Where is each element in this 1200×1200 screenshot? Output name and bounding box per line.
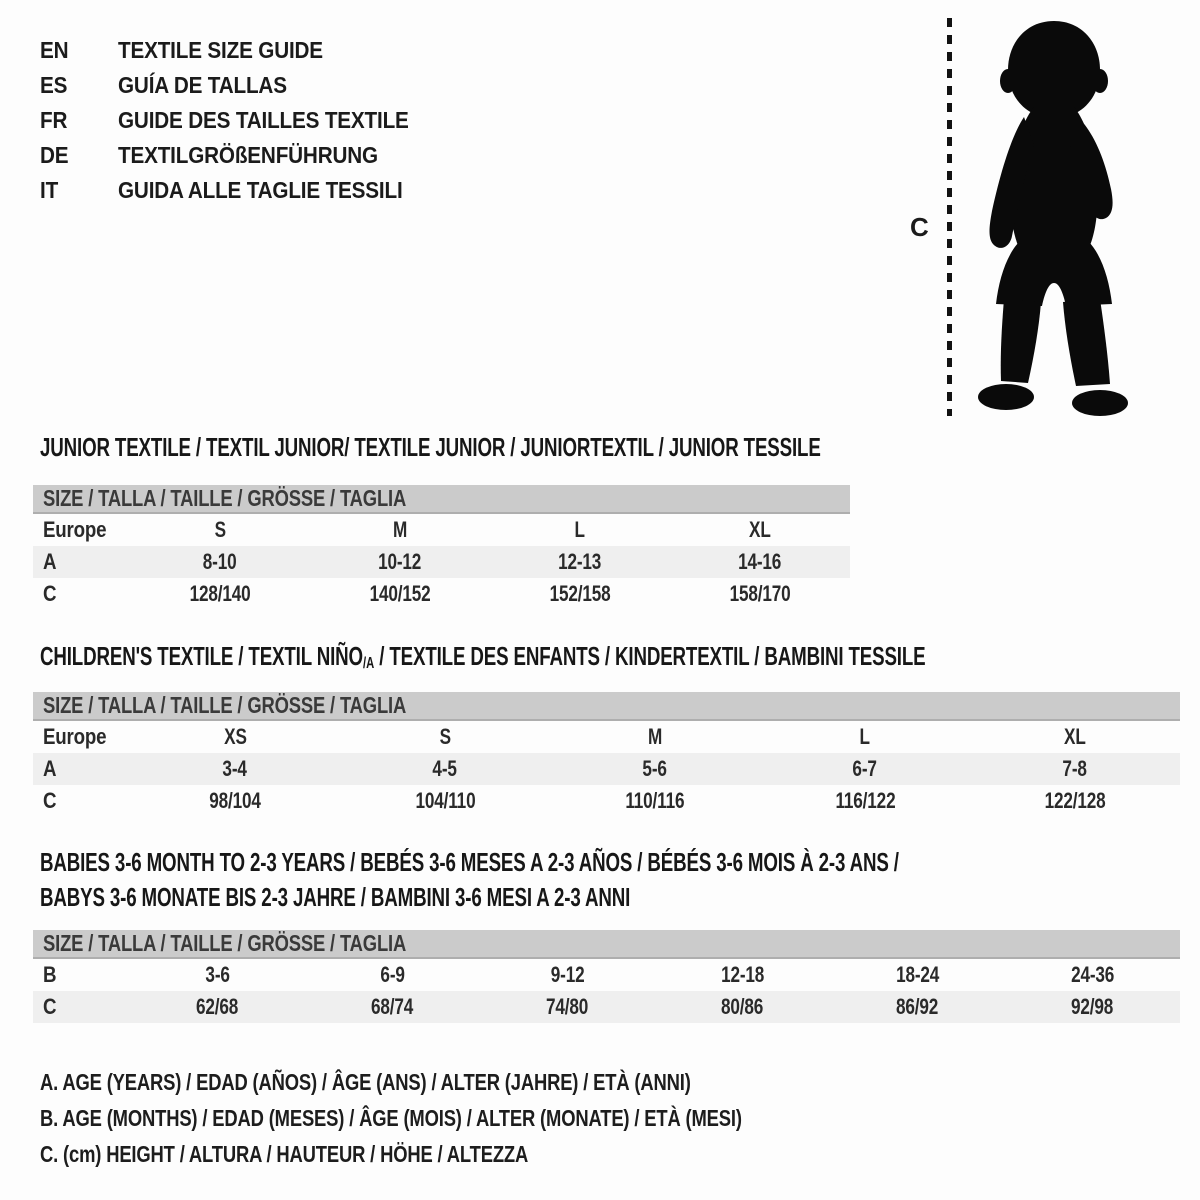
size-cell: S: [214, 517, 226, 542]
size-cell: S: [439, 724, 451, 749]
table-row-height-cm: [33, 578, 850, 610]
age-cell: 18-24: [895, 962, 940, 987]
height-cell: 98/104: [209, 788, 261, 813]
age-cell: 12-13: [558, 549, 602, 574]
age-cell: 5-6: [642, 756, 668, 781]
height-cell: 116/122: [834, 788, 895, 813]
age-cell: 7-8: [1062, 756, 1088, 781]
toddler-silhouette-image: [962, 14, 1140, 420]
table-row-age-months: [33, 959, 1180, 991]
language-row-it: [40, 173, 441, 208]
row-label: C: [43, 788, 57, 813]
height-cell: 110/116: [625, 788, 685, 813]
guide-title: TEXTILGRÖßENFÜHRUNG: [118, 142, 378, 168]
height-cell: 92/98: [1071, 994, 1114, 1019]
guide-title: GUIDA ALLE TAGLIE TESSILI: [118, 177, 403, 203]
row-label: A: [43, 756, 57, 781]
language-code: EN: [40, 37, 69, 63]
height-cell: 68/74: [371, 994, 414, 1019]
language-row-de: [40, 138, 441, 173]
age-cell: 9-12: [550, 962, 585, 987]
height-measure-label: C: [910, 212, 929, 242]
row-label: Europe: [43, 517, 107, 542]
language-code: DE: [40, 142, 69, 168]
language-row-es: [40, 68, 441, 103]
height-measure-dashed-line: [947, 18, 952, 416]
table-row-height-cm: [33, 785, 1180, 817]
age-cell: 3-4: [222, 756, 248, 781]
language-code: FR: [40, 107, 68, 133]
language-code: ES: [40, 72, 68, 98]
age-cell: 14-16: [738, 549, 782, 574]
legend-line-c: C. (cm) HEIGHT / ALTURA / HAUTEUR / HÖHE / ALTEZZA: [40, 1141, 529, 1167]
language-row-fr: [40, 103, 441, 138]
language-row-en: [40, 33, 441, 68]
table-row-age-years: [33, 753, 1180, 785]
junior-size-table: [33, 485, 850, 610]
height-cell: 86/92: [896, 994, 939, 1019]
babies-section-heading: BABIES 3-6 MONTH TO 2-3 YEARS / BEBÉS 3-6 MESES A 2-3 AÑOS / BÉBÉS 3-6 MOIS À 2-3 ANS / BABYS 3-6 MONATE BIS 2-3 JAHRE / BAMBINI 3-6 MESI A 2-3 ANNI: [40, 847, 899, 912]
table-row-europe: [33, 514, 850, 546]
guide-title: GUIDE DES TAILLES TEXTILE: [118, 107, 409, 133]
row-label: C: [43, 994, 57, 1019]
guide-title: GUÍA DE TALLAS: [118, 72, 287, 98]
language-title-list: [40, 33, 441, 208]
row-label: C: [43, 581, 57, 606]
height-cell: 62/68: [196, 994, 239, 1019]
height-cell: 140/152: [369, 581, 431, 606]
size-cell: XL: [749, 517, 771, 542]
row-label: A: [43, 549, 57, 574]
age-cell: 6-7: [852, 756, 878, 781]
size-cell: M: [392, 517, 408, 542]
children-size-table: [33, 692, 1180, 817]
babies-size-table: [33, 930, 1180, 1023]
height-cell: 158/170: [729, 581, 791, 606]
age-cell: 3-6: [205, 962, 230, 987]
size-cell: L: [574, 517, 586, 542]
size-table-header: SIZE / TALLA / TAILLE / GRÖSSE / TAGLIA: [33, 485, 850, 514]
height-cell: 104/110: [414, 788, 475, 813]
age-cell: 24-36: [1070, 962, 1115, 987]
guide-title: TEXTILE SIZE GUIDE: [118, 37, 323, 63]
measure-legend: [40, 1064, 917, 1172]
size-cell: XL: [1064, 724, 1086, 749]
size-cell: L: [859, 724, 871, 749]
row-label: B: [43, 962, 57, 987]
size-table-header: SIZE / TALLA / TAILLE / GRÖSSE / TAGLIA: [33, 692, 1180, 721]
junior-section-heading: JUNIOR TEXTILE / TEXTIL JUNIOR/ TEXTILE JUNIOR / JUNIORTEXTIL / JUNIOR TESSILE: [40, 432, 821, 462]
height-cell: 80/86: [721, 994, 764, 1019]
height-cell: 74/80: [546, 994, 589, 1019]
height-cell: 122/128: [1044, 788, 1106, 813]
row-label: Europe: [43, 724, 107, 749]
size-cell: M: [647, 724, 663, 749]
table-row-height-cm: [33, 991, 1180, 1023]
children-section-heading: CHILDREN'S TEXTILE / TEXTIL NIÑO/A / TEXTILE DES ENFANTS / KINDERTEXTIL / BAMBINI TESSILE: [40, 641, 926, 673]
age-cell: 12-18: [720, 962, 765, 987]
age-cell: 10-12: [378, 549, 422, 574]
language-code: IT: [40, 177, 59, 203]
table-row-europe: [33, 721, 1180, 753]
size-table-header: SIZE / TALLA / TAILLE / GRÖSSE / TAGLIA: [33, 930, 1180, 959]
height-cell: 128/140: [189, 581, 251, 606]
legend-line-b: B. AGE (MONTHS) / EDAD (MESES) / ÂGE (MOIS) / ALTER (MONATE) / ETÀ (MESI): [40, 1105, 742, 1131]
nino-a-subscript: /A: [362, 655, 375, 673]
legend-line-a: A. AGE (YEARS) / EDAD (AÑOS) / ÂGE (ANS) / ALTER (JAHRE) / ETÀ (ANNI): [40, 1069, 691, 1095]
table-row-age-years: [33, 546, 850, 578]
size-cell: XS: [223, 724, 247, 749]
age-cell: 8-10: [203, 549, 237, 574]
age-cell: 6-9: [380, 962, 405, 987]
height-cell: 152/158: [549, 581, 611, 606]
age-cell: 4-5: [432, 756, 458, 781]
